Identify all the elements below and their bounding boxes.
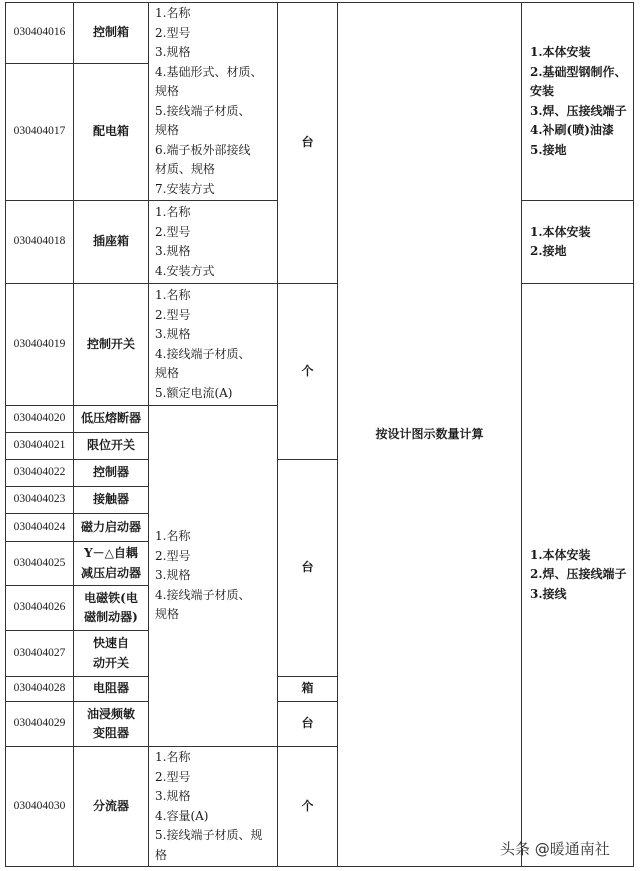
name-cell: 控制箱 [73,2,149,64]
name-cell: 低压熔断器 [73,405,149,433]
code-cell: 030404030 [5,746,74,867]
code-cell: 030404017 [5,63,74,201]
unit-cell: 箱 [277,676,338,702]
code-cell: 030404020 [5,405,74,433]
work-content-cell: 1.本体安装 2.基础型钢制作、 安装 3.焊、压接线端子 4.补刷(喷)油漆 5.接地 [521,2,634,201]
name-cell: Y－△自耦 减压启动器 [73,541,149,586]
features-cell: 1.名称 2.型号 3.规格 4.接线端子材质、 规格 [148,405,278,747]
name-cell: 电磁铁(电 磁制动器) [73,585,149,631]
code-cell: 030404019 [5,283,74,406]
features-cell: 1.名称 2.型号 3.规格 4.接线端子材质、 规格 5.额定电流(A) [148,283,278,406]
name-cell: 控制器 [73,459,149,487]
calculation-rule-cell: 按设计图示数量计算 [337,2,522,867]
code-cell: 030404028 [5,676,74,702]
code-cell: 030404027 [5,630,74,677]
watermark: 头条 @暖通南社 [500,840,610,858]
code-cell: 030404022 [5,459,74,487]
unit-cell: 台 [277,2,338,284]
code-cell: 030404021 [5,432,74,460]
work-content-cell: 1.本体安装 2.焊、压接线端子 3.接线 [521,283,634,867]
code-cell: 030404025 [5,541,74,586]
code-cell: 030404026 [5,585,74,631]
features-cell: 1.名称 2.型号 3.规格 4.安装方式 [148,200,278,284]
name-cell: 限位开关 [73,432,149,460]
unit-cell: 台 [277,701,338,747]
name-cell: 快速自 动开关 [73,630,149,677]
code-cell: 030404016 [5,2,74,64]
unit-cell: 台 [277,459,338,677]
code-cell: 030404029 [5,701,74,747]
name-cell: 插座箱 [73,200,149,284]
name-cell: 磁力启动器 [73,513,149,542]
features-cell: 1.名称 2.型号 3.规格 4.基础形式、材质、 规格 5.接线端子材质、 规格 6.端子板外部接线 材质、规格 7.安装方式 [148,2,278,201]
name-cell: 控制开关 [73,283,149,406]
code-cell: 030404024 [5,513,74,542]
unit-cell: 个 [277,746,338,867]
name-cell: 接触器 [73,486,149,514]
name-cell: 电阻器 [73,676,149,702]
unit-cell: 个 [277,283,338,460]
name-cell: 配电箱 [73,63,149,201]
code-cell: 030404018 [5,200,74,284]
name-cell: 油浸频敏 变阻器 [73,701,149,747]
work-content-cell: 1.本体安装 2.接地 [521,200,634,284]
code-cell: 030404023 [5,486,74,514]
name-cell: 分流器 [73,746,149,867]
features-cell: 1.名称 2.型号 3.规格 4.容量(A) 5.接线端子材质、规 格 [148,746,278,867]
